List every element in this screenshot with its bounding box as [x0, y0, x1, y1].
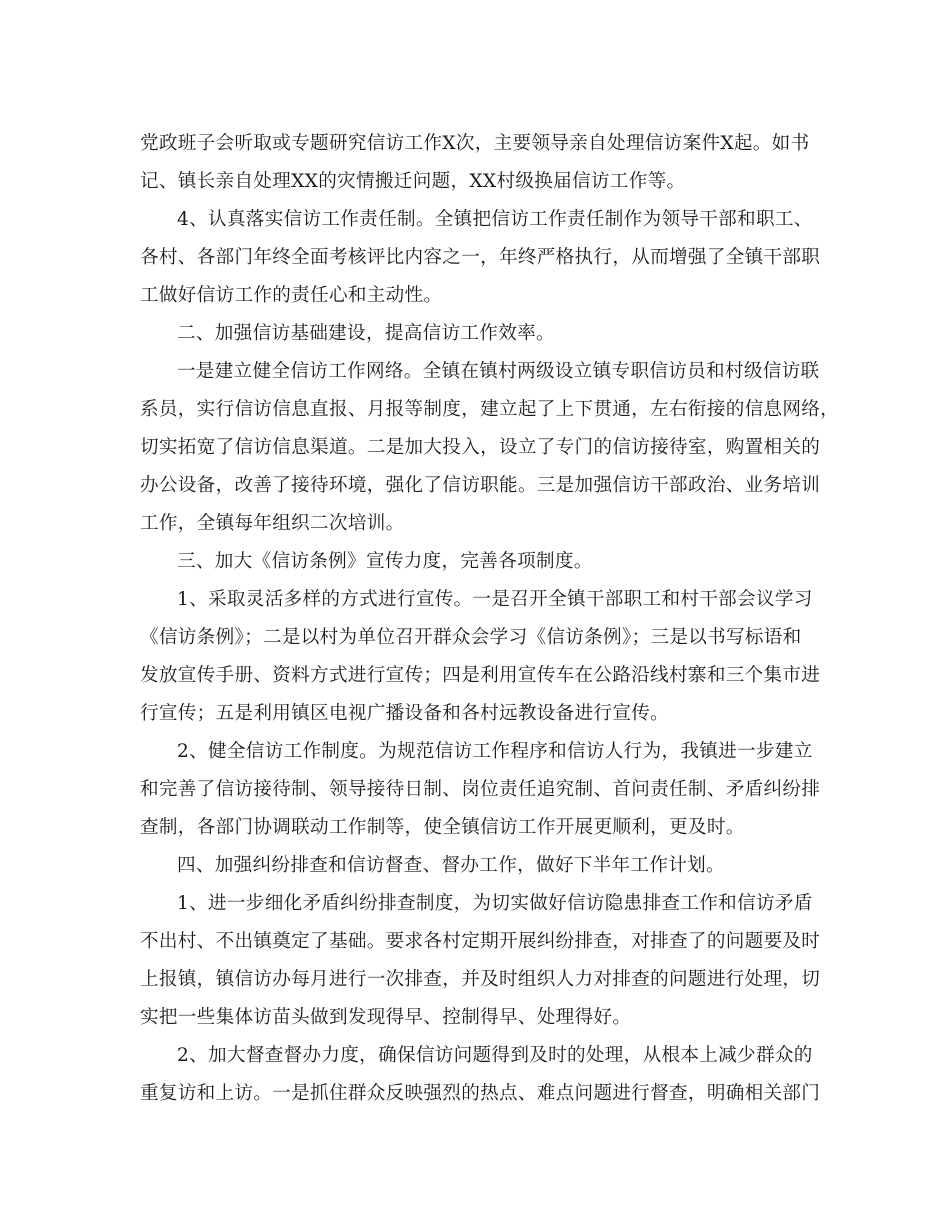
- text-line: 切实拓宽了信访信息渠道。二是加大投入，设立了专门的信访接待室，购置相关的: [140, 437, 821, 458]
- text-line: 实把一些集体访苗头做到发现得早、控制得早、处理得好。: [140, 1007, 632, 1028]
- section-heading: 三、加大《信访条例》宣传力度，完善各项制度。: [177, 551, 593, 572]
- text-line: 工做好信访工作的责任心和主动性。: [140, 285, 443, 306]
- text-line: 4、认真落实信访工作责任制。全镇把信访工作责任制作为领导干部和职工、: [177, 209, 813, 230]
- text-line: 办公设备，改善了接待环境，强化了信访职能。三是加强信访干部政治、业务培训: [140, 475, 821, 496]
- text-line: 行宣传；五是利用镇区电视广播设备和各村远教设备进行宣传。: [140, 703, 670, 724]
- text-line: 发放宣传手册、资料方式进行宣传；四是利用宣传车在公路沿线村寨和三个集市进: [140, 665, 821, 686]
- text-line: 工作，全镇每年组织二次培训。: [140, 513, 405, 534]
- text-line: 系员，实行信访信息直报、月报等制度，建立起了上下贯通，左右衔接的信息网络，: [140, 399, 840, 420]
- text-line: 一是建立健全信访工作网络。全镇在镇村两级设立镇专职信访员和村级信访联: [177, 361, 820, 382]
- text-line: 记、镇长亲自处理XX的灾情搬迁问题，XX村级换届信访工作等。: [140, 171, 686, 192]
- text-line: 1、进一步细化矛盾纠纷排查制度，为切实做好信访隐患排查工作和信访矛盾: [177, 893, 813, 914]
- text-line: 1、采取灵活多样的方式进行宣传。一是召开全镇干部职工和村干部会议学习: [177, 589, 813, 610]
- text-line: 2、健全信访工作制度。为规范信访工作程序和信访人行为，我镇进一步建立: [177, 741, 813, 762]
- text-line: 党政班子会听取或专题研究信访工作X次，主要领导亲自处理信访案件X起。如书: [140, 133, 810, 154]
- text-line: 上报镇，镇信访办每月进行一次排查，并及时组织人力对排查的问题进行处理，切: [140, 969, 821, 990]
- section-heading: 二、加强信访基础建设，提高信访工作效率。: [177, 323, 555, 344]
- text-line: 查制，各部门协调联动工作制等，使全镇信访工作开展更顺利，更及时。: [140, 817, 745, 838]
- text-line: 和完善了信访接待制、领导接待日制、岗位责任追究制、首问责任制、矛盾纠纷排: [140, 779, 821, 800]
- text-line: 各村、各部门年终全面考核评比内容之一，年终严格执行，从而增强了全镇干部职: [140, 247, 821, 268]
- text-line: 不出村、不出镇奠定了基础。要求各村定期开展纠纷排查，对排查了的问题要及时: [140, 931, 821, 952]
- text-line: 2、加大督查督办力度，确保信访问题得到及时的处理，从根本上减少群众的: [177, 1045, 813, 1066]
- text-line: 《信访条例》；二是以村为单位召开群众会学习《信访条例》；三是以书写标语和: [140, 627, 802, 648]
- text-line: 重复访和上访。一是抓住群众反映强烈的热点、难点问题进行督查，明确相关部门: [140, 1083, 821, 1104]
- section-heading: 四、加强纠纷排查和信访督查、督办工作，做好下半年工作计划。: [177, 855, 725, 876]
